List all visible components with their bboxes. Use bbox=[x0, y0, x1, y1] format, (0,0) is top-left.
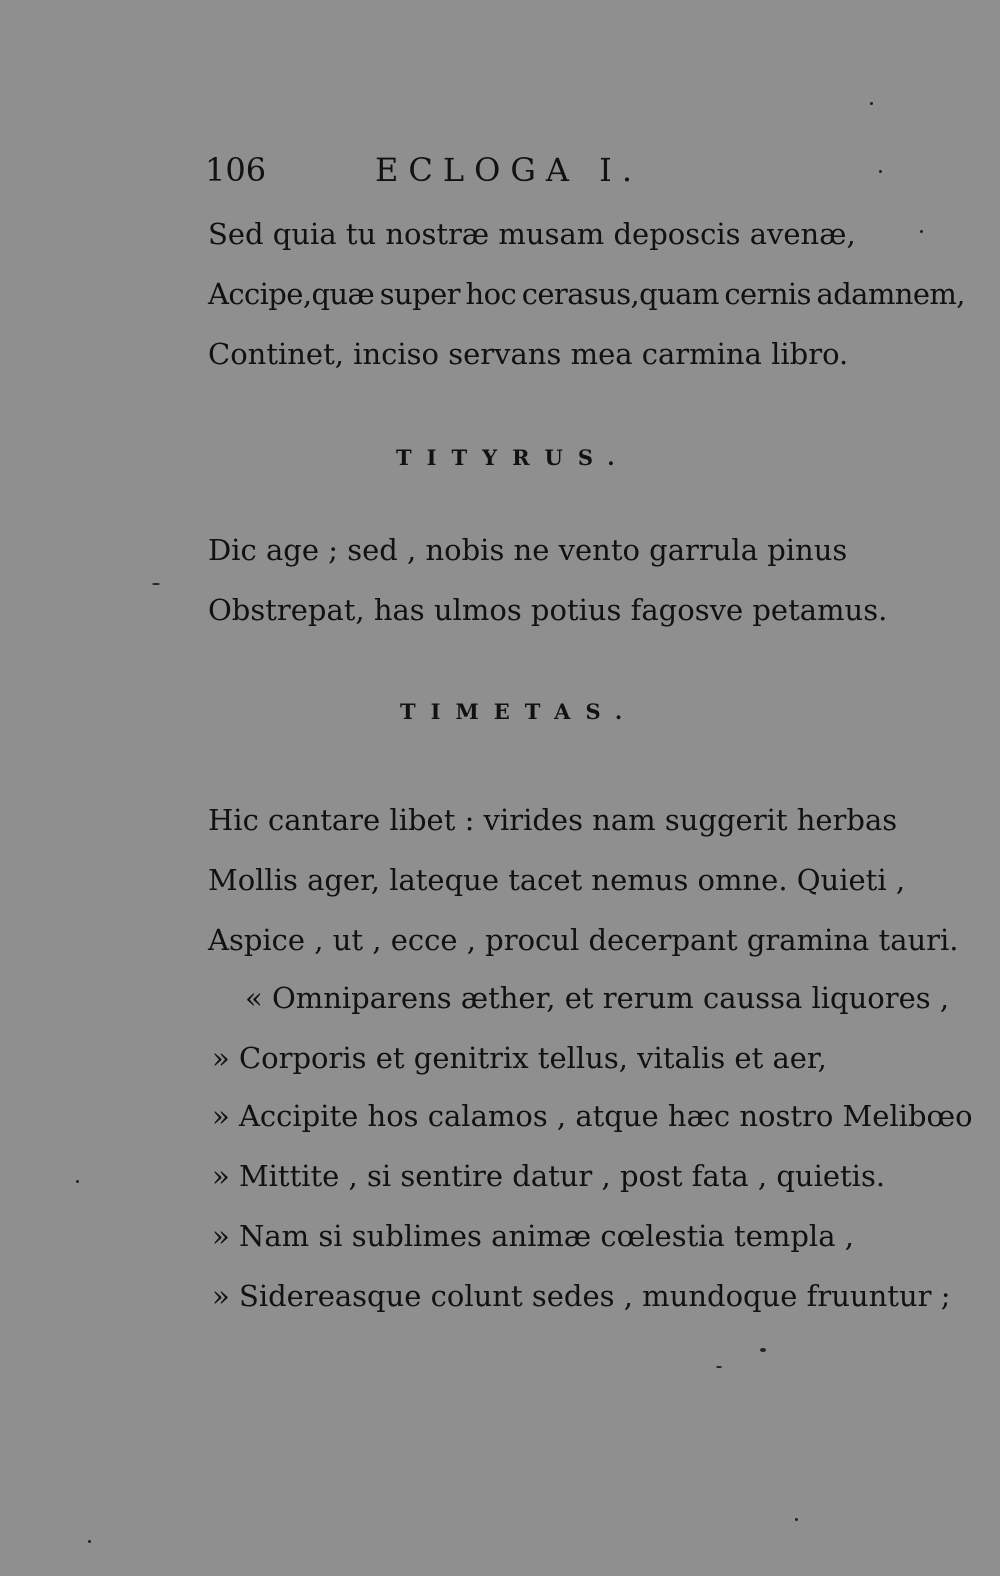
speaker-heading-timetas: TIMETAS. bbox=[400, 699, 638, 724]
scan-speck bbox=[879, 170, 882, 173]
scan-speck bbox=[870, 102, 873, 105]
verse-line: Dic age ; sed , nobis ne vento garrula pinus bbox=[208, 533, 848, 567]
scan-speck bbox=[76, 1180, 79, 1183]
scan-speck bbox=[795, 1518, 798, 1521]
scan-speck bbox=[716, 1366, 722, 1368]
verse-line: Aspice , ut , ecce , procul decerpant gramina tauri. bbox=[208, 923, 959, 957]
scan-speck bbox=[88, 1540, 91, 1543]
verse-line: Mollis ager, lateque tacet nemus omne. Quieti , bbox=[208, 863, 906, 897]
running-title: ECLOGA I. bbox=[375, 151, 642, 189]
page-header bbox=[205, 148, 705, 192]
verse-line: » Accipite hos calamos , atque hæc nostro Melibœo bbox=[212, 1099, 973, 1133]
verse-line: » Mittite , si sentire datur , post fata , quietis. bbox=[212, 1159, 886, 1193]
verse-line: Continet, inciso servans mea carmina libro. bbox=[208, 337, 849, 371]
scan-speck bbox=[920, 230, 923, 233]
verse-line: « Omniparens æther, et rerum caussa liquores , bbox=[245, 981, 950, 1015]
verse-line: Accipe,quæ super hoc cerasus,quam cernis adamnem, bbox=[208, 277, 965, 311]
verse-line: Hic cantare libet : virides nam suggerit herbas bbox=[208, 803, 898, 837]
scan-speck bbox=[760, 1348, 766, 1352]
scan-speck bbox=[152, 583, 160, 585]
verse-line: » Sidereasque colunt sedes , mundoque fruuntur ; bbox=[212, 1279, 951, 1313]
verse-line: » Corporis et genitrix tellus, vitalis et aer, bbox=[212, 1041, 827, 1075]
verse-line: Obstrepat, has ulmos potius fagosve petamus. bbox=[208, 593, 888, 627]
verse-line: Sed quia tu nostræ musam deposcis avenæ, bbox=[208, 217, 856, 251]
verse-line: » Nam si sublimes animæ cœlestia templa , bbox=[212, 1219, 854, 1253]
speaker-heading-tityrus: TITYRUS. bbox=[396, 445, 630, 470]
page-number: 106 bbox=[205, 151, 267, 189]
